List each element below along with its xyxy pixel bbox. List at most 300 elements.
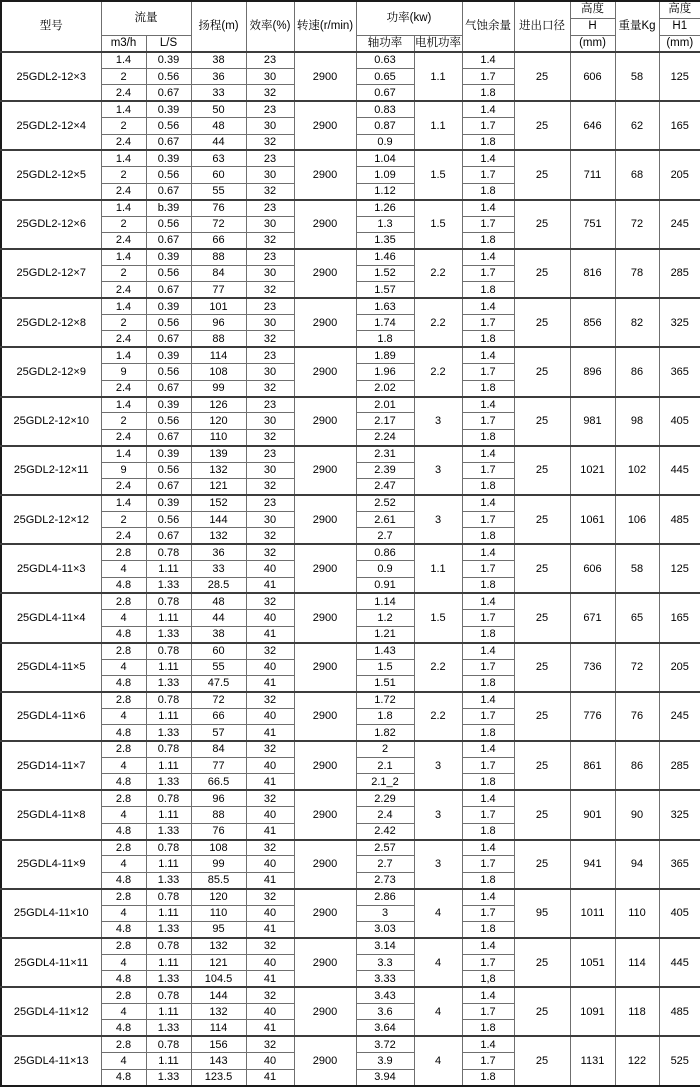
- efficiency-cell: 30: [246, 462, 294, 478]
- height-cell: 901: [570, 790, 615, 839]
- flow-m3h-cell: 2.8: [101, 544, 146, 560]
- speed-cell: 2900: [294, 938, 356, 987]
- height1-cell: 205: [659, 643, 700, 692]
- flow-m3h-cell: 2: [101, 167, 146, 183]
- npsh-cell: 1.4: [462, 1036, 514, 1052]
- flow-ls-cell: 0.67: [146, 134, 191, 150]
- weight-cell: 86: [615, 741, 659, 790]
- port-diameter-cell: 25: [514, 298, 570, 347]
- efficiency-cell: 32: [246, 479, 294, 495]
- shaft-power-cell: 1.14: [356, 593, 414, 609]
- model-cell: 25GDL2-12×11: [1, 446, 101, 495]
- col-header-weight: 重量Kg: [615, 1, 659, 52]
- shaft-power-cell: 3.64: [356, 1020, 414, 1036]
- head-cell: 120: [191, 413, 246, 429]
- npsh-cell: 1.8: [462, 429, 514, 445]
- flow-m3h-cell: 1.4: [101, 446, 146, 462]
- efficiency-cell: 40: [246, 561, 294, 577]
- col-header-flow: 流量: [101, 1, 191, 35]
- speed-cell: 2900: [294, 1036, 356, 1086]
- efficiency-cell: 32: [246, 889, 294, 905]
- efficiency-cell: 23: [246, 298, 294, 314]
- head-cell: 36: [191, 68, 246, 84]
- table-row: [1, 790, 700, 806]
- shaft-power-cell: 1.8: [356, 708, 414, 724]
- port-diameter-cell: 25: [514, 495, 570, 544]
- height-cell: 941: [570, 840, 615, 889]
- flow-ls-cell: 0.39: [146, 495, 191, 511]
- table-header: [1, 1, 700, 52]
- height1-cell: 445: [659, 938, 700, 987]
- flow-m3h-cell: 1.4: [101, 347, 146, 363]
- shaft-power-cell: 3.94: [356, 1069, 414, 1086]
- height-cell: 606: [570, 544, 615, 593]
- flow-ls-cell: 0.39: [146, 446, 191, 462]
- flow-m3h-cell: 4.8: [101, 1020, 146, 1036]
- head-cell: 77: [191, 282, 246, 298]
- npsh-cell: 1.4: [462, 938, 514, 954]
- table-row: [1, 101, 700, 117]
- height1-cell: 405: [659, 397, 700, 446]
- efficiency-cell: 40: [246, 856, 294, 872]
- flow-ls-cell: 0.67: [146, 183, 191, 199]
- npsh-cell: 1.8: [462, 183, 514, 199]
- flow-ls-cell: 1.11: [146, 757, 191, 773]
- efficiency-cell: 23: [246, 52, 294, 68]
- efficiency-cell: 32: [246, 987, 294, 1003]
- shaft-power-cell: 2.1: [356, 757, 414, 773]
- flow-m3h-cell: 2.8: [101, 938, 146, 954]
- speed-cell: 2900: [294, 840, 356, 889]
- port-diameter-cell: 95: [514, 889, 570, 938]
- npsh-cell: 1.8: [462, 134, 514, 150]
- shaft-power-cell: 2.61: [356, 511, 414, 527]
- head-cell: 121: [191, 954, 246, 970]
- flow-m3h-cell: 4.8: [101, 577, 146, 593]
- efficiency-cell: 23: [246, 150, 294, 166]
- col-header-npsh: 气蚀余量: [462, 1, 514, 52]
- shaft-power-cell: 0.9: [356, 561, 414, 577]
- head-cell: 88: [191, 807, 246, 823]
- weight-cell: 62: [615, 101, 659, 150]
- weight-cell: 68: [615, 150, 659, 199]
- motor-power-cell: 4: [414, 987, 462, 1036]
- model-cell: 25GDL4-11×8: [1, 790, 101, 839]
- flow-m3h-cell: 2.8: [101, 643, 146, 659]
- head-cell: 108: [191, 840, 246, 856]
- motor-power-cell: 2.2: [414, 347, 462, 396]
- speed-cell: 2900: [294, 987, 356, 1036]
- flow-ls-cell: 0.39: [146, 101, 191, 117]
- flow-ls-cell: 0.39: [146, 397, 191, 413]
- npsh-cell: 1.4: [462, 840, 514, 856]
- npsh-cell: 1.4: [462, 790, 514, 806]
- npsh-cell: 1.8: [462, 479, 514, 495]
- flow-m3h-cell: 1.4: [101, 495, 146, 511]
- npsh-cell: 1.4: [462, 692, 514, 708]
- efficiency-cell: 40: [246, 610, 294, 626]
- flow-m3h-cell: 4: [101, 757, 146, 773]
- shaft-power-cell: 2.02: [356, 380, 414, 396]
- npsh-cell: 1.8: [462, 675, 514, 691]
- head-cell: 88: [191, 331, 246, 347]
- flow-m3h-cell: 2.4: [101, 232, 146, 248]
- flow-ls-cell: 0.39: [146, 347, 191, 363]
- head-cell: 38: [191, 626, 246, 642]
- col-header-height: 高度: [570, 1, 615, 18]
- flow-ls-cell: 0.39: [146, 298, 191, 314]
- flow-ls-cell: 0.39: [146, 150, 191, 166]
- head-cell: 55: [191, 183, 246, 199]
- head-cell: 132: [191, 938, 246, 954]
- shaft-power-cell: 1.2: [356, 610, 414, 626]
- shaft-power-cell: 1.57: [356, 282, 414, 298]
- npsh-cell: 1.8: [462, 577, 514, 593]
- head-cell: 156: [191, 1036, 246, 1052]
- port-diameter-cell: 25: [514, 938, 570, 987]
- npsh-cell: 1.8: [462, 85, 514, 101]
- shaft-power-cell: 0.91: [356, 577, 414, 593]
- head-cell: 88: [191, 249, 246, 265]
- efficiency-cell: 30: [246, 364, 294, 380]
- table-row: [1, 150, 700, 166]
- shaft-power-cell: 0.67: [356, 85, 414, 101]
- port-diameter-cell: 25: [514, 150, 570, 199]
- flow-ls-cell: 0.67: [146, 429, 191, 445]
- height1-cell: 125: [659, 544, 700, 593]
- height-cell: 736: [570, 643, 615, 692]
- shaft-power-cell: 3.3: [356, 954, 414, 970]
- model-cell: 25GDL2-12×3: [1, 52, 101, 101]
- speed-cell: 2900: [294, 347, 356, 396]
- head-cell: 132: [191, 528, 246, 544]
- col-header-flow-ls: L/S: [146, 35, 191, 52]
- shaft-power-cell: 3.03: [356, 922, 414, 938]
- head-cell: 63: [191, 150, 246, 166]
- npsh-cell: 1.8: [462, 725, 514, 741]
- npsh-cell: 1.7: [462, 905, 514, 921]
- npsh-cell: 1.4: [462, 495, 514, 511]
- flow-ls-cell: 1.33: [146, 1069, 191, 1086]
- flow-ls-cell: 1.33: [146, 971, 191, 987]
- weight-cell: 86: [615, 347, 659, 396]
- head-cell: 114: [191, 347, 246, 363]
- npsh-cell: 1.7: [462, 610, 514, 626]
- npsh-cell: 1.8: [462, 232, 514, 248]
- shaft-power-cell: 3.9: [356, 1053, 414, 1069]
- height1-cell: 365: [659, 840, 700, 889]
- npsh-cell: 1.7: [462, 68, 514, 84]
- header-row-1: [1, 1, 700, 18]
- height-cell: 981: [570, 397, 615, 446]
- flow-m3h-cell: 2.4: [101, 282, 146, 298]
- flow-m3h-cell: 4.8: [101, 823, 146, 839]
- shaft-power-cell: 1.04: [356, 150, 414, 166]
- weight-cell: 106: [615, 495, 659, 544]
- shaft-power-cell: 1.09: [356, 167, 414, 183]
- head-cell: 60: [191, 167, 246, 183]
- height-cell: 896: [570, 347, 615, 396]
- head-cell: 66: [191, 708, 246, 724]
- speed-cell: 2900: [294, 692, 356, 741]
- flow-m3h-cell: 4.8: [101, 971, 146, 987]
- efficiency-cell: 40: [246, 954, 294, 970]
- flow-m3h-cell: 2: [101, 68, 146, 84]
- speed-cell: 2900: [294, 495, 356, 544]
- model-cell: 25GD14-11×7: [1, 741, 101, 790]
- flow-ls-cell: 0.56: [146, 265, 191, 281]
- model-cell: 25GDL2-12×4: [1, 101, 101, 150]
- port-diameter-cell: 25: [514, 101, 570, 150]
- height1-cell: 485: [659, 495, 700, 544]
- flow-ls-cell: 0.78: [146, 790, 191, 806]
- head-cell: 144: [191, 987, 246, 1003]
- flow-m3h-cell: 2.8: [101, 987, 146, 1003]
- npsh-cell: 1.4: [462, 298, 514, 314]
- flow-ls-cell: 0.78: [146, 643, 191, 659]
- npsh-cell: 1.8: [462, 528, 514, 544]
- npsh-cell: 1.8: [462, 626, 514, 642]
- efficiency-cell: 41: [246, 725, 294, 741]
- npsh-cell: 1.7: [462, 216, 514, 232]
- flow-m3h-cell: 2: [101, 413, 146, 429]
- height1-cell: 165: [659, 593, 700, 642]
- shaft-power-cell: 2.73: [356, 872, 414, 888]
- flow-ls-cell: 1.33: [146, 577, 191, 593]
- flow-m3h-cell: 2.4: [101, 183, 146, 199]
- head-cell: 132: [191, 1004, 246, 1020]
- head-cell: 110: [191, 429, 246, 445]
- flow-m3h-cell: 4.8: [101, 626, 146, 642]
- npsh-cell: 1.7: [462, 1004, 514, 1020]
- head-cell: 152: [191, 495, 246, 511]
- flow-ls-cell: 1.11: [146, 807, 191, 823]
- flow-ls-cell: 1.11: [146, 856, 191, 872]
- head-cell: 114: [191, 1020, 246, 1036]
- col-header-height1: 高度: [659, 1, 700, 18]
- shaft-power-cell: 1.43: [356, 643, 414, 659]
- speed-cell: 2900: [294, 790, 356, 839]
- flow-ls-cell: 0.56: [146, 68, 191, 84]
- flow-m3h-cell: 2.8: [101, 741, 146, 757]
- speed-cell: 2900: [294, 397, 356, 446]
- head-cell: 101: [191, 298, 246, 314]
- efficiency-cell: 40: [246, 708, 294, 724]
- flow-m3h-cell: 4: [101, 1053, 146, 1069]
- efficiency-cell: 23: [246, 495, 294, 511]
- npsh-cell: 1.8: [462, 1069, 514, 1086]
- shaft-power-cell: 0.63: [356, 52, 414, 68]
- shaft-power-cell: 2.52: [356, 495, 414, 511]
- model-cell: 25GDL4-11×11: [1, 938, 101, 987]
- head-cell: 66.5: [191, 774, 246, 790]
- shaft-power-cell: 2.86: [356, 889, 414, 905]
- efficiency-cell: 32: [246, 1036, 294, 1052]
- port-diameter-cell: 25: [514, 446, 570, 495]
- model-cell: 25GDL4-11×12: [1, 987, 101, 1036]
- shaft-power-cell: 3: [356, 905, 414, 921]
- speed-cell: 2900: [294, 249, 356, 298]
- port-diameter-cell: 25: [514, 249, 570, 298]
- npsh-cell: 1.4: [462, 446, 514, 462]
- flow-ls-cell: 1.11: [146, 561, 191, 577]
- efficiency-cell: 32: [246, 692, 294, 708]
- head-cell: 48: [191, 593, 246, 609]
- flow-m3h-cell: 1.4: [101, 101, 146, 117]
- table-row: [1, 840, 700, 856]
- npsh-cell: 1.4: [462, 741, 514, 757]
- flow-m3h-cell: 4: [101, 1004, 146, 1020]
- npsh-cell: 1,8: [462, 971, 514, 987]
- height1-cell: 365: [659, 347, 700, 396]
- flow-m3h-cell: 4: [101, 610, 146, 626]
- weight-cell: 110: [615, 889, 659, 938]
- motor-power-cell: 2.2: [414, 249, 462, 298]
- efficiency-cell: 40: [246, 807, 294, 823]
- flow-ls-cell: 0.67: [146, 282, 191, 298]
- flow-m3h-cell: 4.8: [101, 872, 146, 888]
- flow-m3h-cell: 9: [101, 462, 146, 478]
- efficiency-cell: 41: [246, 774, 294, 790]
- table-row: [1, 938, 700, 954]
- npsh-cell: 1.4: [462, 101, 514, 117]
- motor-power-cell: 4: [414, 1036, 462, 1086]
- flow-ls-cell: 1.33: [146, 872, 191, 888]
- shaft-power-cell: 2.7: [356, 856, 414, 872]
- shaft-power-cell: 2.29: [356, 790, 414, 806]
- height-cell: 1061: [570, 495, 615, 544]
- height-cell: 856: [570, 298, 615, 347]
- head-cell: 28.5: [191, 577, 246, 593]
- speed-cell: 2900: [294, 446, 356, 495]
- shaft-power-cell: 1.72: [356, 692, 414, 708]
- flow-ls-cell: 0.78: [146, 938, 191, 954]
- flow-ls-cell: 0.39: [146, 249, 191, 265]
- flow-m3h-cell: 1.4: [101, 249, 146, 265]
- shaft-power-cell: 2.57: [356, 840, 414, 856]
- efficiency-cell: 40: [246, 1004, 294, 1020]
- npsh-cell: 1.7: [462, 118, 514, 134]
- port-diameter-cell: 25: [514, 692, 570, 741]
- motor-power-cell: 3: [414, 840, 462, 889]
- efficiency-cell: 30: [246, 216, 294, 232]
- port-diameter-cell: 25: [514, 52, 570, 101]
- npsh-cell: 1.8: [462, 282, 514, 298]
- head-cell: 126: [191, 397, 246, 413]
- efficiency-cell: 23: [246, 249, 294, 265]
- flow-m3h-cell: 4: [101, 905, 146, 921]
- efficiency-cell: 32: [246, 429, 294, 445]
- weight-cell: 118: [615, 987, 659, 1036]
- npsh-cell: 1.4: [462, 544, 514, 560]
- shaft-power-cell: 2.39: [356, 462, 414, 478]
- efficiency-cell: 32: [246, 232, 294, 248]
- weight-cell: 58: [615, 52, 659, 101]
- port-diameter-cell: 25: [514, 643, 570, 692]
- port-diameter-cell: 25: [514, 987, 570, 1036]
- model-cell: 25GDL2-12×6: [1, 200, 101, 249]
- shaft-power-cell: 2.17: [356, 413, 414, 429]
- efficiency-cell: 30: [246, 511, 294, 527]
- flow-m3h-cell: 2: [101, 265, 146, 281]
- height-cell: 1051: [570, 938, 615, 987]
- npsh-cell: 1.8: [462, 922, 514, 938]
- flow-ls-cell: 0.56: [146, 413, 191, 429]
- flow-m3h-cell: 2.4: [101, 85, 146, 101]
- model-cell: 25GDL4-11×3: [1, 544, 101, 593]
- npsh-cell: 1.4: [462, 593, 514, 609]
- npsh-cell: 1.7: [462, 807, 514, 823]
- model-cell: 25GDL2-12×7: [1, 249, 101, 298]
- flow-m3h-cell: 4: [101, 807, 146, 823]
- head-cell: 36: [191, 544, 246, 560]
- speed-cell: 2900: [294, 741, 356, 790]
- shaft-power-cell: 3.43: [356, 987, 414, 1003]
- head-cell: 50: [191, 101, 246, 117]
- flow-ls-cell: 1.33: [146, 774, 191, 790]
- shaft-power-cell: 3.72: [356, 1036, 414, 1052]
- efficiency-cell: 23: [246, 397, 294, 413]
- efficiency-cell: 32: [246, 790, 294, 806]
- motor-power-cell: 3: [414, 397, 462, 446]
- npsh-cell: 1.7: [462, 315, 514, 331]
- weight-cell: 58: [615, 544, 659, 593]
- shaft-power-cell: 0.65: [356, 68, 414, 84]
- flow-ls-cell: 0.56: [146, 216, 191, 232]
- head-cell: 144: [191, 511, 246, 527]
- npsh-cell: 1.4: [462, 889, 514, 905]
- table-row: [1, 1036, 700, 1052]
- shaft-power-cell: 3.6: [356, 1004, 414, 1020]
- flow-m3h-cell: 2.8: [101, 692, 146, 708]
- efficiency-cell: 41: [246, 1069, 294, 1086]
- flow-m3h-cell: 2.4: [101, 479, 146, 495]
- shaft-power-cell: 1.82: [356, 725, 414, 741]
- flow-ls-cell: 1.11: [146, 610, 191, 626]
- motor-power-cell: 1.5: [414, 593, 462, 642]
- flow-m3h-cell: 4.8: [101, 922, 146, 938]
- head-cell: 84: [191, 265, 246, 281]
- flow-ls-cell: 1.11: [146, 1004, 191, 1020]
- col-header-height-mm: (mm): [570, 35, 615, 52]
- table-row: [1, 200, 700, 216]
- flow-ls-cell: 0.67: [146, 331, 191, 347]
- model-cell: 25GDL4-11×4: [1, 593, 101, 642]
- shaft-power-cell: 1.12: [356, 183, 414, 199]
- shaft-power-cell: 1.8: [356, 331, 414, 347]
- efficiency-cell: 32: [246, 183, 294, 199]
- speed-cell: 2900: [294, 643, 356, 692]
- motor-power-cell: 1.5: [414, 150, 462, 199]
- head-cell: 76: [191, 823, 246, 839]
- npsh-cell: 1.7: [462, 413, 514, 429]
- height1-cell: 325: [659, 790, 700, 839]
- flow-m3h-cell: 1.4: [101, 298, 146, 314]
- shaft-power-cell: 1.35: [356, 232, 414, 248]
- head-cell: 99: [191, 856, 246, 872]
- head-cell: 33: [191, 85, 246, 101]
- port-diameter-cell: 25: [514, 347, 570, 396]
- flow-ls-cell: 1.11: [146, 1053, 191, 1069]
- weight-cell: 72: [615, 643, 659, 692]
- head-cell: 44: [191, 610, 246, 626]
- head-cell: 85.5: [191, 872, 246, 888]
- shaft-power-cell: 2.31: [356, 446, 414, 462]
- port-diameter-cell: 25: [514, 840, 570, 889]
- flow-m3h-cell: 2.4: [101, 528, 146, 544]
- flow-ls-cell: 0.56: [146, 118, 191, 134]
- flow-ls-cell: 0.78: [146, 741, 191, 757]
